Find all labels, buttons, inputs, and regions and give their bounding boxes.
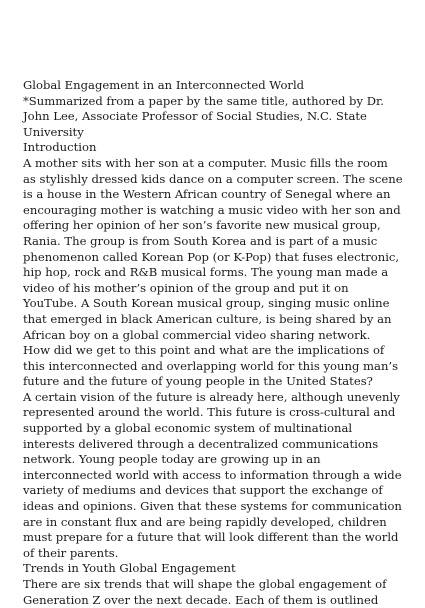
paragraph-line: Rania. The group is from South Korea and is part of a music xyxy=(23,233,378,248)
document-body xyxy=(23,78,405,608)
paragraph-line: is a house in the Western African country of Senegal where an xyxy=(23,187,391,202)
paragraph-line: How did we get to this point and what are the implications of xyxy=(23,343,385,358)
summary-note-line: John Lee, Associate Professor of Social Studies, N.C. State xyxy=(23,109,367,124)
paragraph-line: There are six trends that will shape the global engagement of xyxy=(23,577,387,591)
paragraph-line: future and the future of young people in the United States? xyxy=(23,374,373,389)
paragraph-line: encouraging mother is watching a music video with her son and xyxy=(23,202,401,217)
summary-note-line: *Summarized from a paper by the same title, authored by Dr. xyxy=(23,93,384,108)
paragraph-line: interests delivered through a decentralized communications xyxy=(23,436,379,451)
paragraph-line: video of his mother’s opinion of the group and put it on xyxy=(23,280,349,295)
paragraph-line: this interconnected and overlapping world for this young man’s xyxy=(23,358,399,373)
paragraph-line: offering her opinion of her son’s favorite new musical group, xyxy=(23,218,381,233)
paragraph-line: YouTube. A South Korean musical group, singing music online xyxy=(23,296,390,311)
paragraph-line: interconnected world with access to information through a wide xyxy=(23,467,402,482)
paragraph-line: as stylishly dressed kids dance on a computer screen. The scene xyxy=(23,171,403,186)
paragraph-line: A mother sits with her son at a computer. Music fills the room xyxy=(23,155,388,170)
paragraph-line: ideas and opinions. Given that these systems for communication xyxy=(23,499,402,514)
paragraph-line: must prepare for a future that will look different than the world xyxy=(23,530,399,545)
paragraph-line: are in constant flux and are being rapidly developed, children xyxy=(23,514,387,529)
section-heading-trends: Trends in Youth Global Engagement xyxy=(23,561,236,576)
paragraph-line: variety of mediums and devices that support the exchange of xyxy=(23,483,383,498)
paragraph-line: of their parents. xyxy=(23,545,119,560)
paragraph-line: A certain vision of the future is already here, although unevenly xyxy=(23,389,400,404)
section-heading-introduction: Introduction xyxy=(23,140,97,155)
paragraph-line: that emerged in black American culture, is being shared by an xyxy=(23,311,392,326)
paragraph-line: supported by a global economic system of multinational xyxy=(23,421,353,436)
document-title: Global Engagement in an Interconnected World xyxy=(23,78,305,92)
paragraph-line: Generation Z over the next decade. Each of them is outlined xyxy=(23,592,379,607)
paragraph-line: African boy on a global commercial video sharing network. xyxy=(23,327,371,342)
paragraph-line: represented around the world. This future is cross-cultural and xyxy=(23,405,396,420)
summary-note-line: University xyxy=(23,124,84,139)
paragraph-line: hip hop, rock and R&B musical forms. The young man made a xyxy=(23,265,389,280)
paragraph-line: network. Young people today are growing up in an xyxy=(23,452,321,467)
paragraph-line: phenomenon called Korean Pop (or K-Pop) that fuses electronic, xyxy=(23,249,400,264)
